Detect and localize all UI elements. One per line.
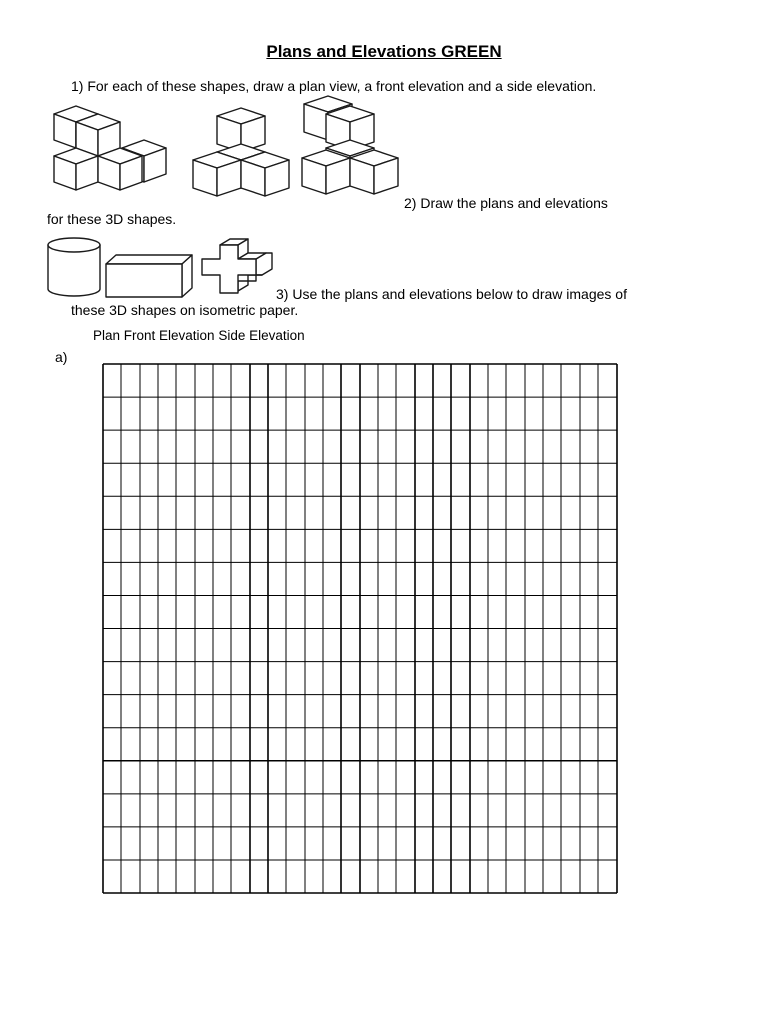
question-3-text-line-2: these 3D shapes on isometric paper. [71, 302, 299, 318]
cube-front-left [54, 148, 98, 190]
isometric-cube-shape-2 [190, 104, 300, 204]
cylinder [46, 237, 102, 299]
question-2-text-line-2: for these 3D shapes. [47, 211, 177, 227]
isometric-cube-shape-1 [48, 100, 178, 205]
question-3-text-line-1: 3) Use the plans and elevations below to draw images of [276, 286, 627, 302]
isometric-cube-shape-3 [298, 94, 408, 206]
cube-bottom-left [302, 150, 350, 194]
cube-bottom-right [350, 150, 398, 194]
page-title: Plans and Elevations GREEN [266, 42, 502, 61]
question-2-text-line-1: 2) Draw the plans and elevations [404, 195, 608, 211]
part-a-label: a) [55, 349, 68, 365]
grid-column-headers: Plan Front Elevation Side Elevation [93, 328, 305, 343]
answer-grid [102, 363, 618, 894]
cube-bottom-right [241, 152, 289, 196]
cuboid [104, 252, 194, 300]
cube-bottom-left [193, 152, 241, 196]
cube-front-middle [98, 148, 142, 190]
cross-prism [198, 237, 276, 299]
question-1-text: 1) For each of these shapes, draw a plan view, a front elevation and a side elevation. [71, 78, 597, 94]
